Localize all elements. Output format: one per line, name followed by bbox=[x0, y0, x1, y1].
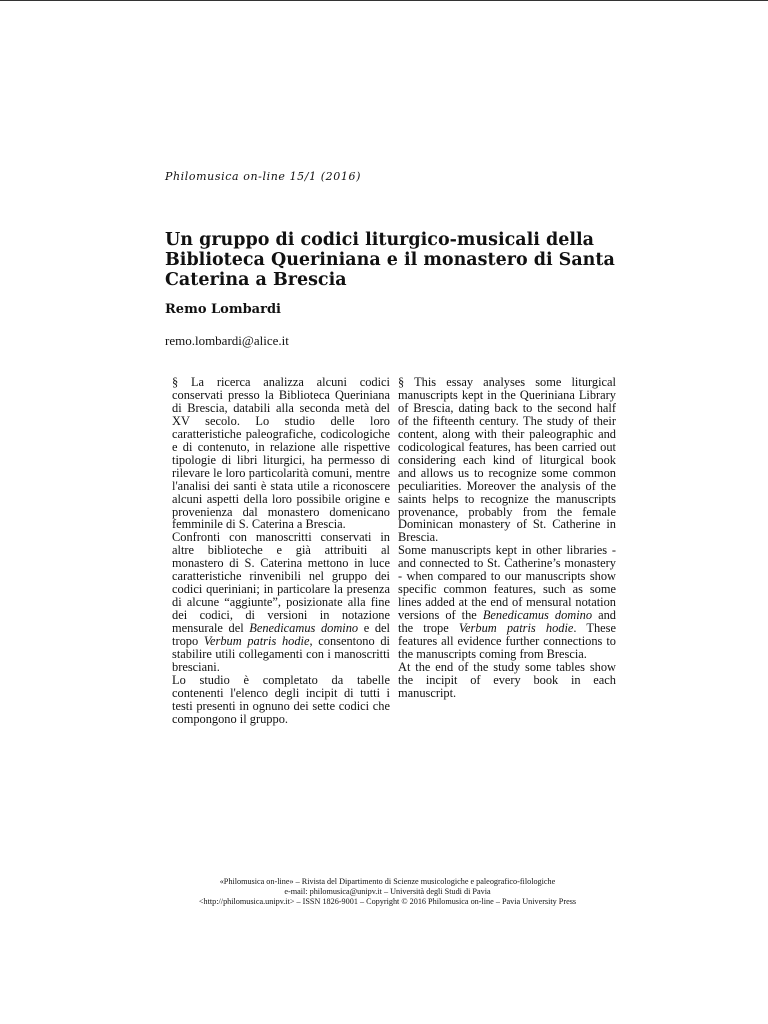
author-name: Remo Lombardi bbox=[165, 302, 281, 317]
footer-contact-line: e-mail: philomusica@unipv.it – Università degli Studi di Pavia bbox=[284, 887, 491, 896]
abstract-it-paragraph-1: § La ricerca analizza alcuni codici conservati presso la Biblioteca Queriniana di Brescia, databili alla seconda metà del XV secolo. Lo studio delle loro caratteristiche paleografiche, codicologiche e di contenuto, in relazione alle rispettive tipologie di libri liturgici, ha permesso di rilevare le loro particolarità comuni, mentre l'analisi dei santi è stata utile a riconoscere alcuni aspetti della loro possibile origine e provenienza dal monastero domenicano femminile di S. Caterina a Brescia. bbox=[172, 375, 390, 532]
abstract-italian bbox=[172, 376, 390, 726]
abstract-en-paragraph-1: § This essay analyses some liturgical manuscripts kept in the Queriniana Library of Brescia, dating back to the second half of the fifteenth century. The study of their content, along with their paleographic and codicological features, has been carried out considering each kind of liturgical book and allows us to recognize some common peculiarities. Moreover the analysis of the saints helps to recognize the manuscripts provenance, probably from the female Dominican monastery of St. Catherine in Brescia. bbox=[398, 375, 616, 545]
abstract-en-p2-italic-2: Verbum patris hodie bbox=[458, 621, 574, 636]
article-title: Un gruppo di codici liturgico-musicali della Biblioteca Queriniana e il monastero di Santa Caterina a Brescia bbox=[165, 230, 615, 290]
author-email[interactable]: remo.lombardi@alice.it bbox=[165, 333, 289, 348]
abstract-en-p2-text-c: . These features all evidence further connections to the manuscripts coming from Brescia. bbox=[398, 621, 617, 662]
top-border-rule bbox=[0, 0, 768, 1]
footer-journal-line: «Philomusica on-line» – Rivista del Dipartimento di Scienze musicologiche e paleografico-filologiche bbox=[219, 877, 556, 886]
abstract-it-p2-italic-1: Benedicamus domino bbox=[249, 621, 359, 636]
abstract-it-p2-text-c: , consentono di stabilire utili collegamenti con i manoscritti bresciani. bbox=[172, 634, 390, 674]
footer-copyright-line: <http://philomusica.unipv.it> – ISSN 1826-9001 – Copyright © 2016 Philomusica on-line – Pavia University Press bbox=[198, 897, 577, 906]
abstract-en-p2-text-b: and the trope bbox=[398, 608, 616, 636]
journal-header: Philomusica on-line 15/1 (2016) bbox=[165, 170, 361, 183]
abstract-en-p2-italic-1: Benedicamus domino bbox=[482, 608, 593, 623]
abstract-it-p2-text-b: e del tropo bbox=[172, 621, 390, 649]
abstract-it-p2-text-a: Confronti con manoscritti conservati in altre biblioteche e già attribuiti al monastero di S. Caterina mettono in luce caratteristiche rinvenibili nel gruppo dei codici queriniani; in particolare la presenza di alcune “aggiunte”, posizionate alla fine dei codici, di versioni in notazione mensurale del bbox=[172, 530, 390, 636]
page-footer bbox=[165, 877, 610, 907]
abstract-it-p2-italic-2: Verbum patris hodie bbox=[203, 634, 310, 649]
abstract-en-paragraph-2 bbox=[398, 544, 616, 661]
abstract-it-paragraph-3: Lo studio è completato da tabelle contenenti l'elenco degli incipit di tutti i testi presenti in ognuno dei sette codici che compongono il gruppo. bbox=[172, 672, 390, 726]
abstract-it-paragraph-2 bbox=[172, 531, 390, 673]
abstract-english bbox=[398, 376, 616, 700]
abstract-en-paragraph-3: At the end of the study some tables show the incipit of every book in each manuscript. bbox=[398, 659, 616, 700]
abstract-en-p2-text-a: Some manuscripts kept in other libraries - and connected to St. Catherine’s monastery - when compared to our manuscripts show specific common features, such as some lines added at the end of mensural notation versions of the bbox=[398, 543, 616, 623]
